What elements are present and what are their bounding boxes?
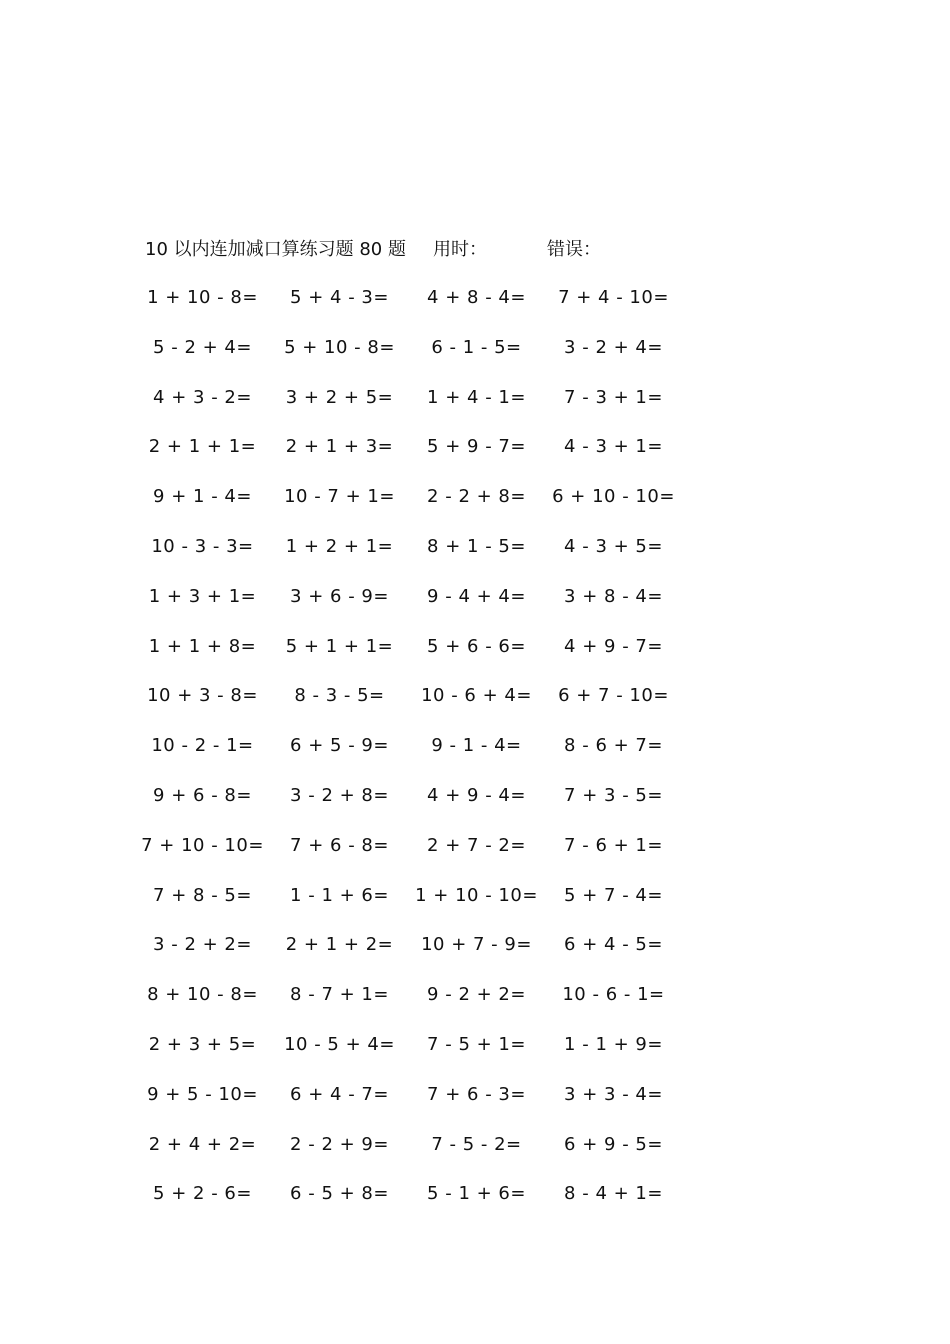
math-problem: 1 + 10 - 8= [147, 287, 258, 308]
math-problem: 9 - 1 - 4= [431, 735, 522, 757]
math-problem: 5 + 4 - 3= [290, 287, 389, 308]
math-problem: 1 + 4 - 1= [427, 386, 526, 408]
math-problem: 3 + 6 - 9= [290, 585, 389, 607]
math-problem: 7 + 6 - 8= [290, 834, 389, 856]
math-problem: 6 - 1 - 5= [431, 336, 522, 358]
math-problem: 3 - 2 + 4= [564, 336, 663, 358]
math-problem: 4 + 8 - 4= [427, 287, 526, 308]
math-problem: 8 - 3 - 5= [294, 685, 385, 707]
math-problem: 8 + 10 - 8= [147, 984, 258, 1006]
math-problem: 5 + 2 - 6= [153, 1183, 252, 1205]
math-problem: 6 + 7 - 10= [558, 685, 669, 707]
math-problem: 5 + 1 + 1= [285, 635, 394, 657]
math-problem: 4 + 9 - 4= [427, 784, 526, 806]
math-problem: 3 + 3 - 4= [564, 1083, 663, 1105]
math-problem: 9 - 4 + 4= [427, 585, 526, 607]
math-problem: 3 - 2 + 8= [290, 784, 389, 806]
math-problem: 10 + 3 - 8= [147, 685, 258, 707]
math-problem: 1 + 1 + 8= [148, 635, 257, 657]
math-problem: 10 + 7 - 9= [421, 934, 532, 956]
worksheet-title: 10 以内连加减口算练习题 80 题 [145, 239, 406, 260]
math-problem: 7 + 3 - 5= [564, 784, 663, 806]
math-problem: 2 - 2 + 8= [427, 486, 526, 508]
math-problem: 7 + 8 - 5= [153, 884, 252, 906]
errors-label: 错误： [547, 239, 601, 260]
math-problem: 10 - 6 + 4= [421, 685, 532, 707]
math-problem: 3 + 2 + 5= [285, 386, 394, 408]
math-problem: 6 + 4 - 7= [290, 1083, 389, 1105]
math-problem: 7 - 5 - 2= [431, 1133, 522, 1155]
math-problem: 10 - 6 - 1= [562, 984, 665, 1006]
math-problem: 4 + 3 - 2= [153, 386, 252, 408]
math-problem: 6 + 9 - 5= [564, 1133, 663, 1155]
math-problem: 2 + 4 + 2= [148, 1133, 257, 1155]
math-problem: 1 - 1 + 6= [290, 884, 389, 906]
math-problem: 7 + 10 - 10= [141, 834, 264, 856]
math-problem: 8 - 6 + 7= [564, 735, 663, 757]
math-problem: 2 - 2 + 9= [290, 1133, 389, 1155]
math-problem: 4 - 3 + 1= [564, 436, 663, 458]
math-problem: 10 - 7 + 1= [284, 486, 395, 508]
math-problem: 5 + 6 - 6= [427, 635, 526, 657]
problem-grid [134, 283, 682, 1229]
math-problem: 8 + 1 - 5= [427, 535, 526, 557]
math-problem: 3 - 2 + 2= [153, 934, 252, 956]
math-problem: 6 + 10 - 10= [552, 486, 675, 508]
math-problem: 3 + 8 - 4= [564, 585, 663, 607]
math-problem: 9 - 2 + 2= [427, 984, 526, 1006]
math-problem: 4 + 9 - 7= [564, 635, 663, 657]
math-problem: 9 + 5 - 10= [147, 1083, 258, 1105]
math-problem: 1 + 2 + 1= [285, 535, 394, 557]
math-problem: 8 - 4 + 1= [564, 1183, 663, 1205]
math-problem: 9 + 6 - 8= [153, 784, 252, 806]
math-problem: 7 - 6 + 1= [564, 834, 663, 856]
math-problem: 10 - 5 + 4= [284, 1033, 395, 1055]
math-problem: 2 + 3 + 5= [148, 1033, 257, 1055]
math-problem: 6 + 4 - 5= [564, 934, 663, 956]
math-problem: 9 + 1 - 4= [153, 486, 252, 508]
math-problem: 7 - 3 + 1= [564, 386, 663, 408]
math-problem: 10 - 3 - 3= [151, 535, 254, 557]
math-problem: 5 - 1 + 6= [427, 1183, 526, 1205]
math-problem: 7 + 4 - 10= [558, 287, 669, 308]
math-problem: 6 - 5 + 8= [290, 1183, 389, 1205]
math-problem: 8 - 7 + 1= [290, 984, 389, 1006]
math-problem: 4 - 3 + 5= [564, 535, 663, 557]
time-used-label: 用时： [433, 239, 487, 260]
math-problem: 7 - 5 + 1= [427, 1033, 526, 1055]
math-problem: 6 + 5 - 9= [290, 735, 389, 757]
math-problem: 5 + 10 - 8= [284, 336, 395, 358]
math-problem: 10 - 2 - 1= [151, 735, 254, 757]
math-problem: 1 - 1 + 9= [564, 1033, 663, 1055]
math-problem: 5 + 9 - 7= [427, 436, 526, 458]
math-problem: 5 + 7 - 4= [564, 884, 663, 906]
math-problem: 2 + 1 + 1= [148, 436, 257, 458]
math-problem: 5 - 2 + 4= [153, 336, 252, 358]
math-problem: 1 + 10 - 10= [415, 884, 538, 906]
math-problem: 7 + 6 - 3= [427, 1083, 526, 1105]
math-problem: 1 + 3 + 1= [148, 585, 257, 607]
math-problem: 2 + 1 + 2= [285, 934, 394, 956]
math-problem: 2 + 1 + 3= [285, 436, 394, 458]
math-problem: 2 + 7 - 2= [427, 834, 526, 856]
